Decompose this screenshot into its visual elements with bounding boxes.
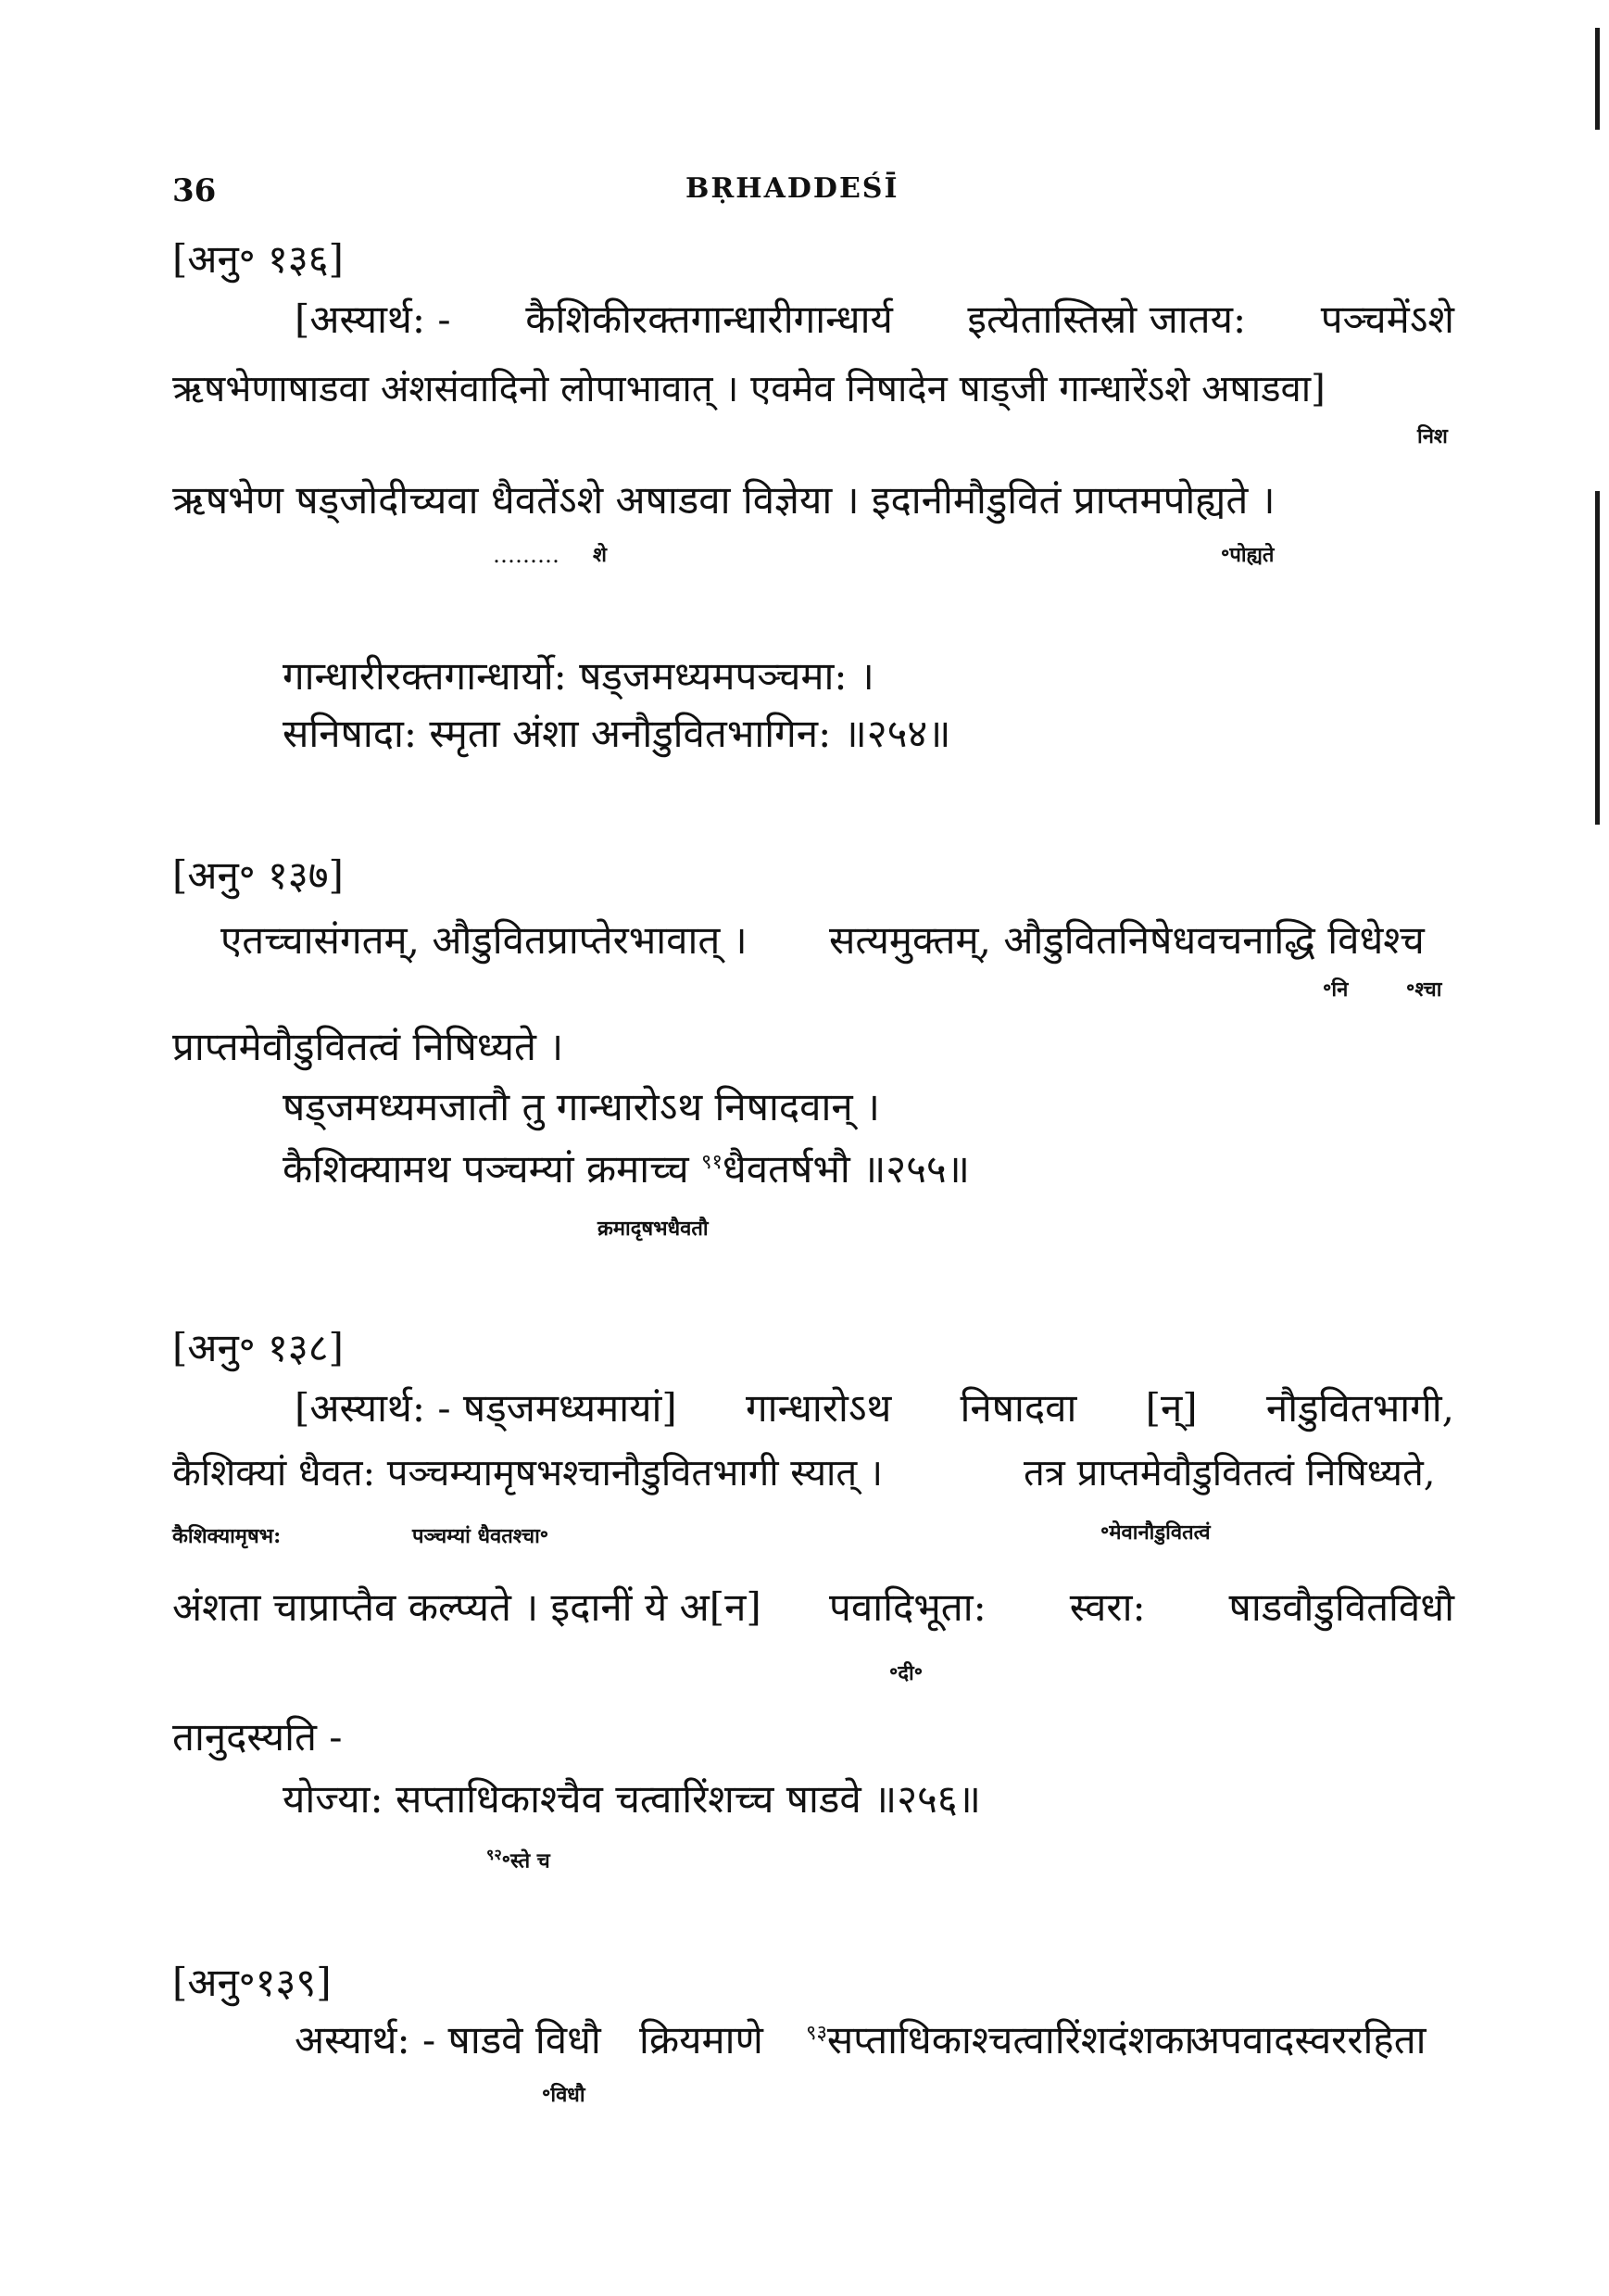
anu139-line1c-text: सप्ताधिकाश्चत्वारिंशदंशका (826, 2017, 1195, 2063)
anu139-line1a: अस्यार्थ: - षाडवे विधौ (295, 2017, 601, 2063)
verse254-line1: गान्धारीरक्तगान्धार्यो: षड्जमध्यमपञ्चमा: । (283, 653, 874, 699)
anu139-note: ॰विधौ (542, 2083, 585, 2107)
section-label-138: [अनु॰ १३८] (172, 1325, 344, 1370)
anu137-line1a: एतच्चासंगतम्, औडुवितप्राप्तेरभावात् । (220, 917, 748, 963)
verse256-footnote-mark: ९२ (486, 1846, 502, 1863)
anu138-line1-seg2: गान्धारोऽथ (745, 1385, 892, 1431)
anu138-note-dee: ॰दी॰ (889, 1661, 924, 1685)
anu138-line3b-seg2: स्वरा: (1069, 1584, 1146, 1630)
anu138-line1 (295, 1381, 1454, 1433)
anu139-line1d: अपवादस्वररहिता (1190, 2017, 1427, 2063)
verse255-footnote-mark: ९१ (701, 1151, 723, 1174)
anu136-line1-seg1: [अस्यार्थ: - (295, 296, 451, 342)
anu139-line1c (806, 2012, 1194, 2065)
anu137-note-shcha: ॰श्चा (1406, 978, 1442, 1002)
page-number: 36 (172, 172, 217, 209)
anu136-note-pohyate: ॰पोह्यते (1221, 543, 1275, 567)
verse255-note: क्रमादृषभधैवतौ (597, 1217, 709, 1241)
verse255-line2-post: धैवतर्षभौ ॥२५५॥ (722, 1146, 970, 1192)
anu136-line1 (295, 292, 1454, 345)
anu137-line1b: सत्यमुक्तम्, औडुवितनिषेधवचनाद्धि विधेश्च (829, 917, 1425, 963)
anu136-note-nisha: निश (1417, 424, 1448, 448)
verse255-line2 (283, 1142, 970, 1194)
anu138-line1-seg5: नौडुवितभागी, (1265, 1385, 1454, 1431)
anu138-note-b: पञ्चम्यां धैवतश्चा॰ (412, 1524, 549, 1548)
anu138-line4: तानुदस्यति - (172, 1714, 343, 1760)
verse256-note (486, 1844, 550, 1873)
anu136-line3: ऋषभेण षड्जोदीच्यवा धैवतेंऽशे अषाडवा विज्ञेया । इदानीमौडुवितं प्राप्तमपोह्यते । (172, 477, 1276, 523)
anu138-line2a: कैशिक्यां धैवत: पञ्चम्यामृषभश्चानौडुवितभागी स्यात् । (172, 1452, 884, 1495)
anu137-line2: प्राप्तमेवौडुवितत्वं निषिध्यते । (172, 1024, 564, 1069)
anu139-footnote-mark: ९३ (806, 2022, 827, 2045)
anu138-line3b-seg1: पवादिभूता: (829, 1584, 987, 1630)
anu137-note-ni: ॰नि (1323, 978, 1349, 1002)
running-title: BṚHADDEŚĪ (685, 172, 899, 205)
anu138-line3a: अंशता चाप्राप्तैव कल्प्यते । इदानीं ये अ[न] (172, 1584, 761, 1630)
anu136-line1-seg4: पञ्चमेंऽशे (1320, 296, 1454, 342)
verse255-line1: षड्जमध्यमजातौ तु गान्धारोऽथ निषादवान् । (283, 1084, 880, 1129)
anu139-line1b: क्रियमाणे (639, 2017, 763, 2063)
verse256-line1: योज्या: सप्ताधिकाश्चैव चत्वारिंशच्च षाडवे ॥२५६॥ (283, 1776, 981, 1822)
anu136-note-she: शे (593, 543, 607, 567)
anu136-line1-seg2: कैशिकीरक्तगान्धारीगान्धार्य (525, 296, 893, 342)
anu138-line3b (829, 1580, 1454, 1633)
section-label-136: [अनु॰ १३६] (172, 236, 344, 282)
verse254-line2: सनिषादा: स्मृता अंशा अनौडुवितभागिन: ॥२५४॥ (283, 711, 951, 756)
anu136-line1-seg3: इत्येतास्तिस्रो जातय: (967, 296, 1247, 342)
anu138-note-a: कैशिक्यामृषभ: (172, 1524, 282, 1548)
scan-edge-line-top (1595, 28, 1600, 130)
anu136-note-dots: ……… (493, 542, 559, 568)
section-label-139: [अनु॰१३९] (172, 1960, 332, 2005)
anu138-line1-seg4: [न्] (1145, 1385, 1198, 1431)
scan-edge-line-middle (1595, 491, 1600, 825)
anu138-line1-seg1: [अस्यार्थ: - षड्जमध्यमायां] (295, 1385, 677, 1431)
anu138-line1-seg3: निषादवा (960, 1385, 1077, 1431)
verse255-line2-pre: कैशिक्यामथ पञ्चम्यां क्रमाच्च (283, 1146, 702, 1192)
anu138-note-c: ॰मेवानौडुवितत्वं (1100, 1520, 1211, 1545)
section-label-137: [अनु॰ १३७] (172, 852, 344, 898)
anu136-line2: ऋषभेणाषाडवा अंशसंवादिनो लोपाभावात् । एवमेव निषादेन षाड्जी गान्धारेंऽशे अषाडवा] (172, 368, 1326, 410)
verse256-note-text: ॰स्ते च (501, 1848, 550, 1873)
anu138-line3b-seg3: षाडवौडुवितविधौ (1228, 1584, 1454, 1630)
anu138-line2b: तत्र प्राप्तमेवौडुवितत्वं निषिध्यते, (1024, 1452, 1436, 1495)
